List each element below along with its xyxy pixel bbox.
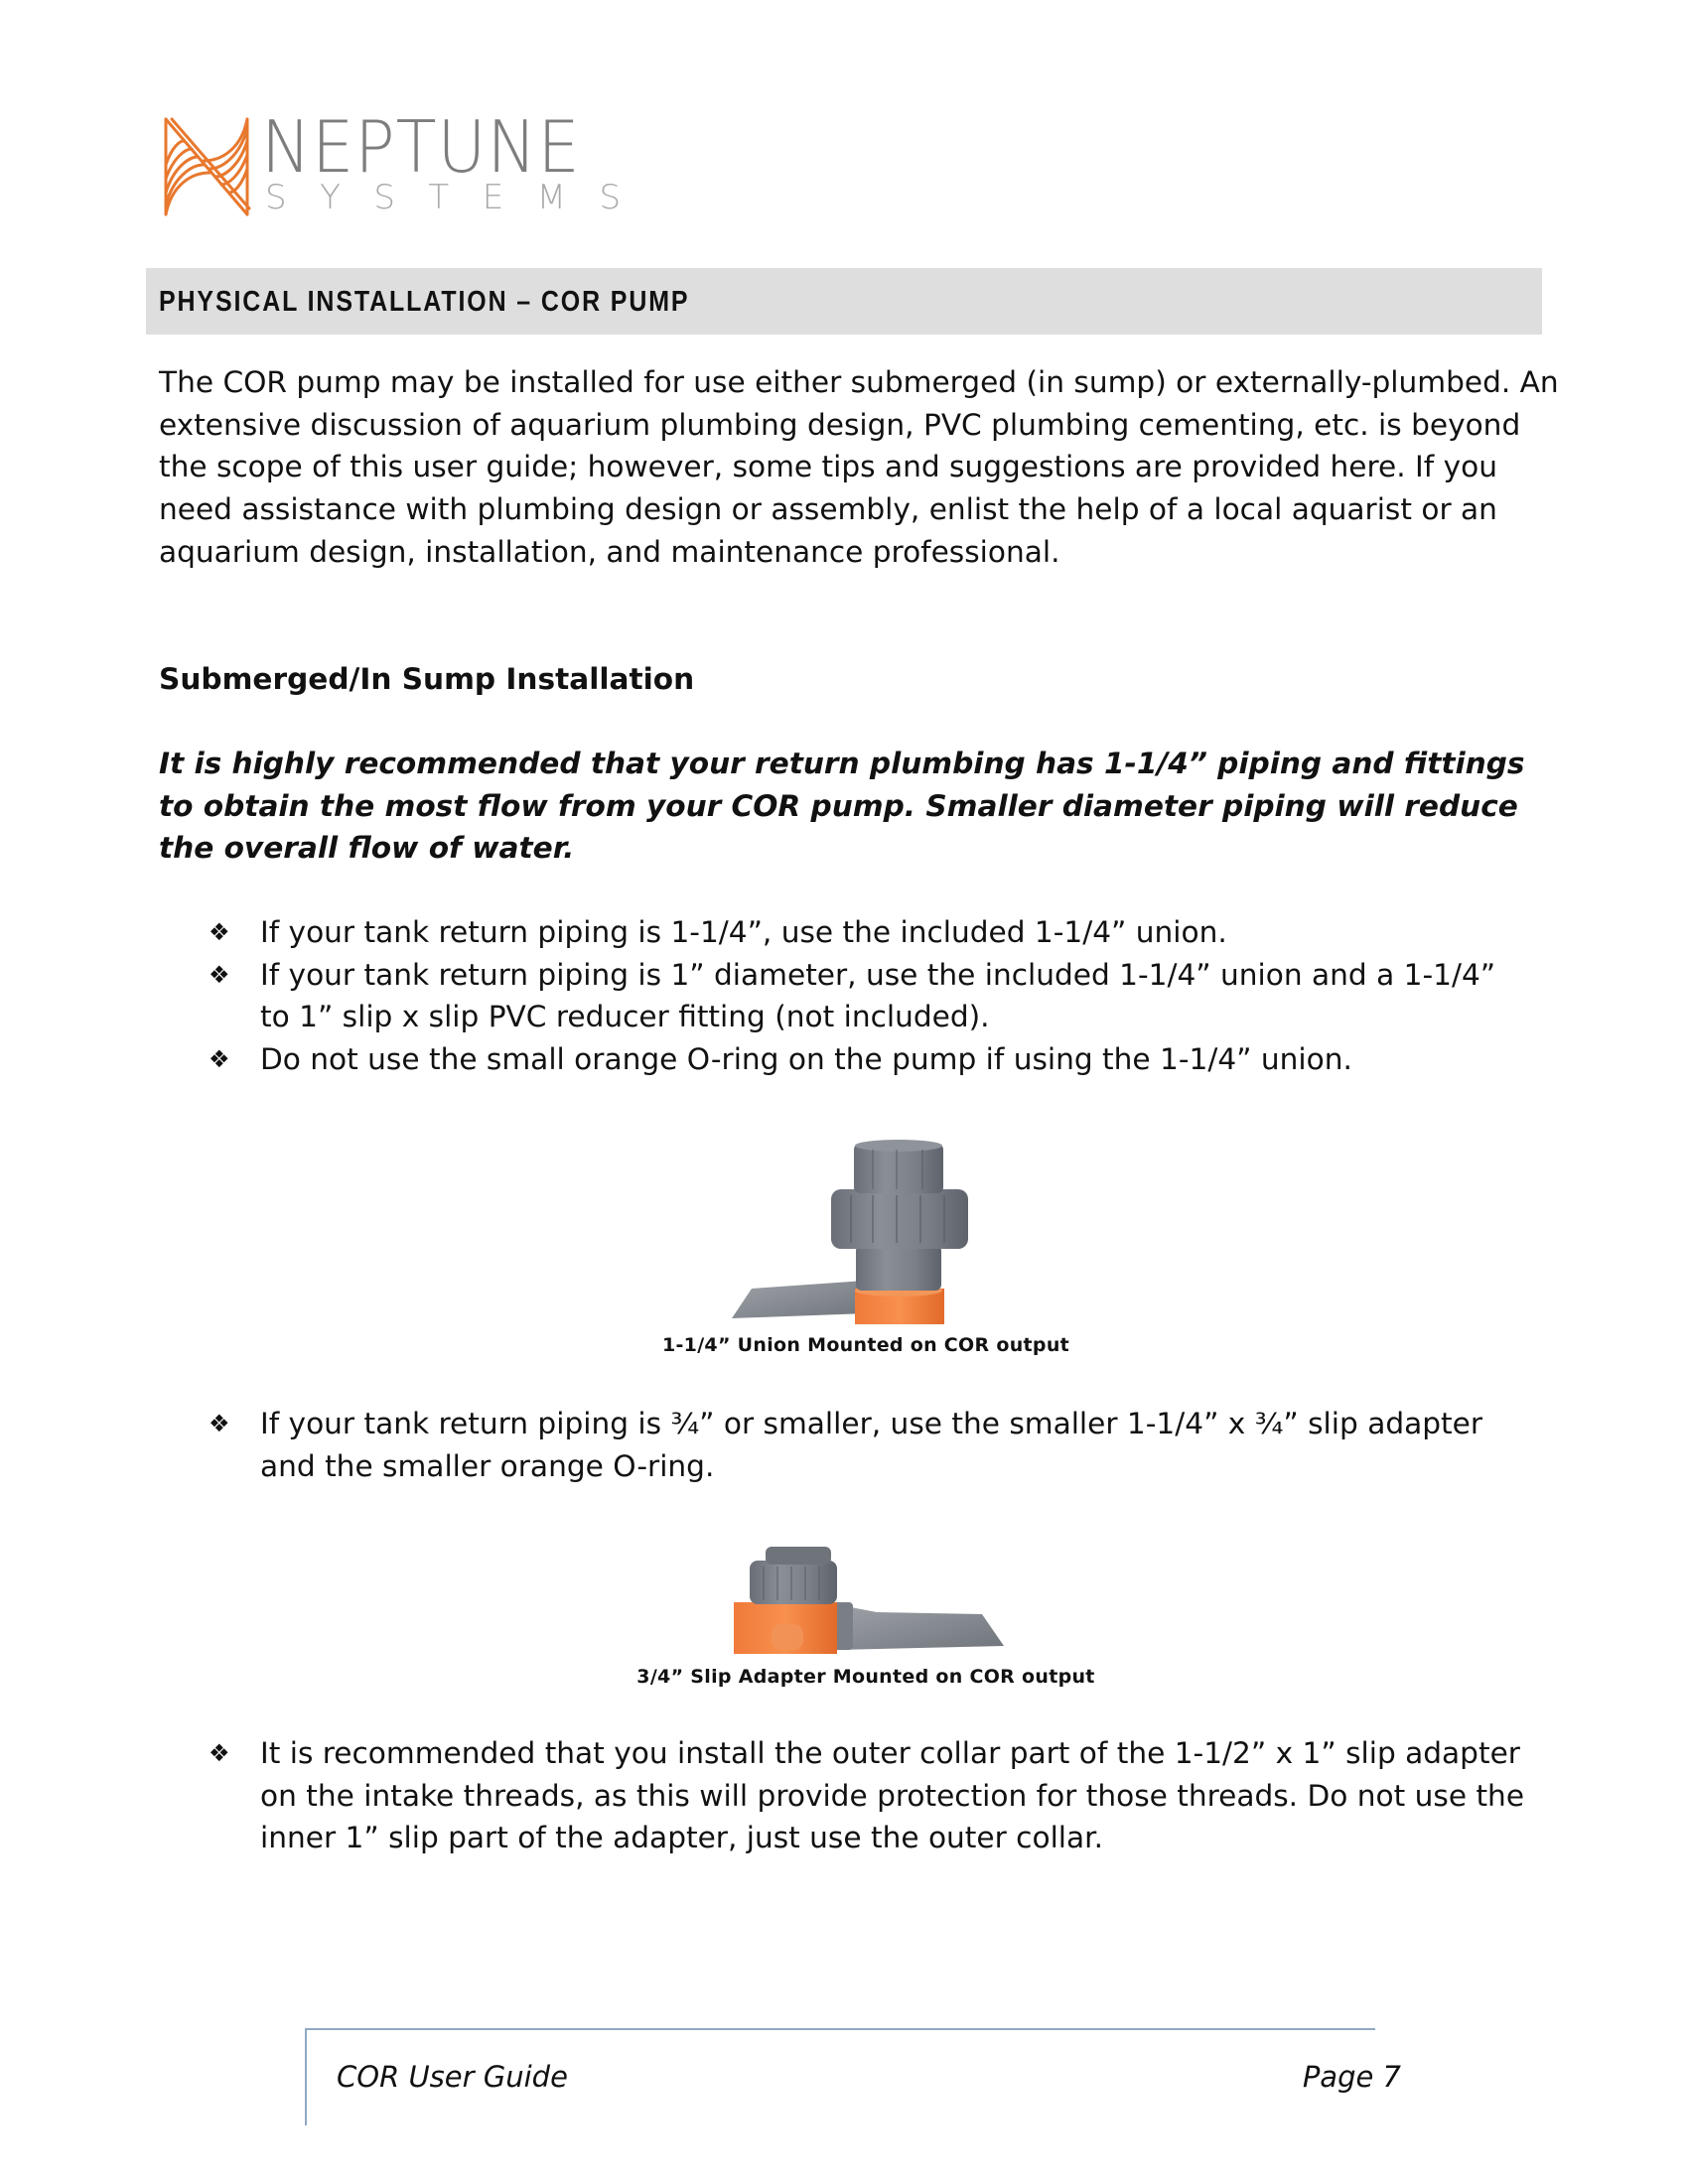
neptune-systems-logo bbox=[162, 105, 658, 222]
footer-page-number: Page 7 bbox=[1302, 2060, 1401, 2094]
logo-brand-word: NEPTUNE bbox=[261, 105, 581, 189]
list-item bbox=[209, 954, 1529, 1038]
bullet-list-union bbox=[209, 911, 1529, 1081]
footer-rule-horizontal bbox=[305, 2028, 1375, 2030]
diamond-bullet-icon: ❖ bbox=[209, 918, 230, 946]
figure-union bbox=[0, 1130, 1688, 1368]
footer-rule-vertical bbox=[305, 2028, 307, 2125]
list-item-text: If your tank return piping is 1” diameter, use the included 1-1/4” union and a 1-1/4” to 1” slip x slip PVC reducer fitting (not included). bbox=[260, 957, 1496, 1034]
list-item-text: If your tank return piping is 1-1/4”, use the included 1-1/4” union. bbox=[260, 915, 1227, 949]
list-item-text: It is recommended that you install the outer collar part of the 1-1/2” x 1” slip adapter on the intake threads, as this will provide protection for those threads. Do not use the inner 1” slip part of the adapter, just use the outer collar. bbox=[260, 1736, 1525, 1855]
page-footer bbox=[305, 2028, 1401, 2125]
diamond-bullet-icon: ❖ bbox=[209, 1045, 230, 1074]
diamond-bullet-icon: ❖ bbox=[209, 1739, 230, 1767]
list-item bbox=[209, 1403, 1529, 1487]
diamond-bullet-icon: ❖ bbox=[209, 1410, 230, 1437]
logo-brand-subword: SYSTEMS bbox=[265, 178, 654, 217]
recommendation-notice: It is highly recommended that your return plumbing has 1-1/4” piping and fittings to obtain the most flow from your COR pump. Smaller diameter piping will reduce the overall flow of water. bbox=[159, 747, 1525, 866]
section-title: PHYSICAL INSTALLATION – COR PUMP bbox=[159, 286, 690, 318]
subsection-heading: Submerged/In Sump Installation bbox=[159, 662, 695, 696]
union-on-cor-output-photo bbox=[728, 1130, 1004, 1324]
list-item bbox=[209, 911, 1529, 954]
intro-paragraph: The COR pump may be installed for use either submerged (in sump) or externally-plumbed. An extensive discussion of aquarium plumbing design, PVC plumbing cementing, etc. is beyond the scope of this user guide; however, some tips and suggestions are provided here. If you need assistance with plumbing design or assembly, enlist the help of a local aquarist or an aquarium design, installation, and maintenance professional. bbox=[159, 365, 1559, 569]
neptune-wave-emblem-icon bbox=[162, 115, 251, 218]
figure-caption: 3/4” Slip Adapter Mounted on COR output bbox=[636, 1666, 1095, 1688]
slip-adapter-on-cor-output-photo bbox=[728, 1539, 1006, 1656]
diamond-bullet-icon: ❖ bbox=[209, 960, 230, 989]
figure-caption: 1-1/4” Union Mounted on COR output bbox=[661, 1334, 1070, 1356]
list-item bbox=[209, 1732, 1529, 1859]
bullet-list-intake bbox=[209, 1732, 1529, 1859]
list-item bbox=[209, 1038, 1529, 1081]
list-item-text: If your tank return piping is ¾” or smaller, use the smaller 1-1/4” x ¾” slip adapter and the smaller orange O-ring. bbox=[260, 1407, 1483, 1483]
figure-slip-adapter bbox=[0, 1539, 1688, 1688]
section-heading-bar bbox=[146, 268, 1542, 335]
list-item-text: Do not use the small orange O-ring on the pump if using the 1-1/4” union. bbox=[260, 1042, 1352, 1077]
footer-document-title: COR User Guide bbox=[337, 2060, 568, 2094]
bullet-list-slip-adapter bbox=[209, 1403, 1529, 1487]
